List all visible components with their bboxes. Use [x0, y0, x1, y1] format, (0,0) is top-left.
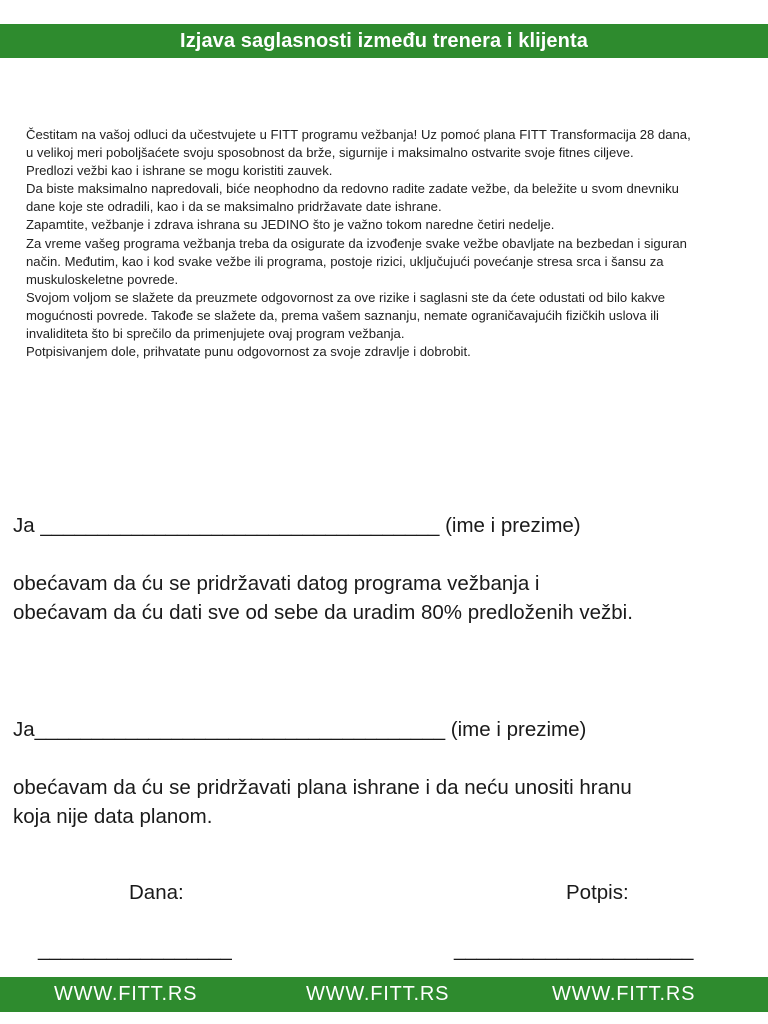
footer-website-link: WWW.FITT.RS	[306, 983, 450, 1005]
intro-line: Čestitam na vašoj odluci da učestvujete u FITT programu vežbanja! Uz pomoć plana FITT Transformacija 28 dana,	[26, 127, 691, 142]
signature-label: Potpis:	[566, 881, 629, 904]
footer-bar	[0, 977, 768, 1012]
training-pledge-line-1: obećavam da ću se pridržavati datog programa vežbanja i	[13, 572, 540, 595]
nutrition-pledge-line-2: koja nije data planom.	[13, 805, 213, 828]
signature-line: _____________________	[454, 938, 694, 961]
intro-text	[26, 126, 754, 361]
intro-line: Potpisivanjem dole, prihvatate punu odgovornost za svoje zdravlje i dobrobit.	[26, 344, 471, 360]
date-line: _________________	[38, 938, 232, 961]
intro-line: mogućnosti povrede. Takođe se slažete da, prema vašem saznanju, nemate ograničavajućih fizičkih uslova ili	[26, 307, 659, 323]
training-name-line: Ja ___________________________________ (ime i prezime)	[13, 514, 581, 537]
document-title: Izjava saglasnosti između trenera i klijenta	[180, 29, 588, 52]
intro-line: Za vreme vašeg programa vežbanja treba da osigurate da izvođenje svake vežbe obavljate na bezbedan i siguran	[26, 235, 687, 251]
intro-line: Da biste maksimalno napredovali, biće neophodno da redovno radite zadate vežbe, da beležite u svom dnevniku	[26, 181, 679, 197]
intro-line: Zapamtite, vežbanje i zdrava ishrana su JEDINO što je važno tokom naredne četiri nedelje.	[26, 217, 555, 233]
nutrition-name-line: Ja____________________________________ (ime i prezime)	[13, 718, 587, 741]
intro-line: u velikoj meri poboljšaćete svoju sposobnost da brže, sigurnije i maksimalno ostvarite svoje fitnes ciljeve.	[26, 145, 634, 161]
intro-line: Predlozi vežbi kao i ishrane se mogu koristiti zauvek.	[26, 163, 333, 179]
date-label: Dana:	[129, 881, 184, 904]
intro-line: muskuloskeletne povrede.	[26, 271, 179, 287]
intro-line: način. Međutim, kao i kod svake vežbe ili programa, postoje rizici, uključujući povećanje stresa srca i šansu za	[26, 253, 664, 269]
footer-website-link: WWW.FITT.RS	[54, 983, 198, 1005]
intro-line: invaliditeta što bi sprečilo da primenjujete ovaj program vežbanja.	[26, 326, 405, 342]
footer-website-link: WWW.FITT.RS	[552, 983, 696, 1005]
nutrition-pledge-line-1: obećavam da ću se pridržavati plana ishrane i da neću unositi hranu	[13, 776, 632, 799]
intro-line: dane koje ste odradili, kao i da se maksimalno pridržavate date ishrane.	[26, 199, 442, 215]
intro-line: Svojom voljom se slažete da preuzmete odgovornost za ove rizike i saglasni ste da ćete odustati od bilo kakve	[26, 289, 666, 305]
header-bar	[0, 24, 768, 58]
training-pledge-line-2: obećavam da ću dati sve od sebe da uradim 80% predloženih vežbi.	[13, 601, 633, 624]
